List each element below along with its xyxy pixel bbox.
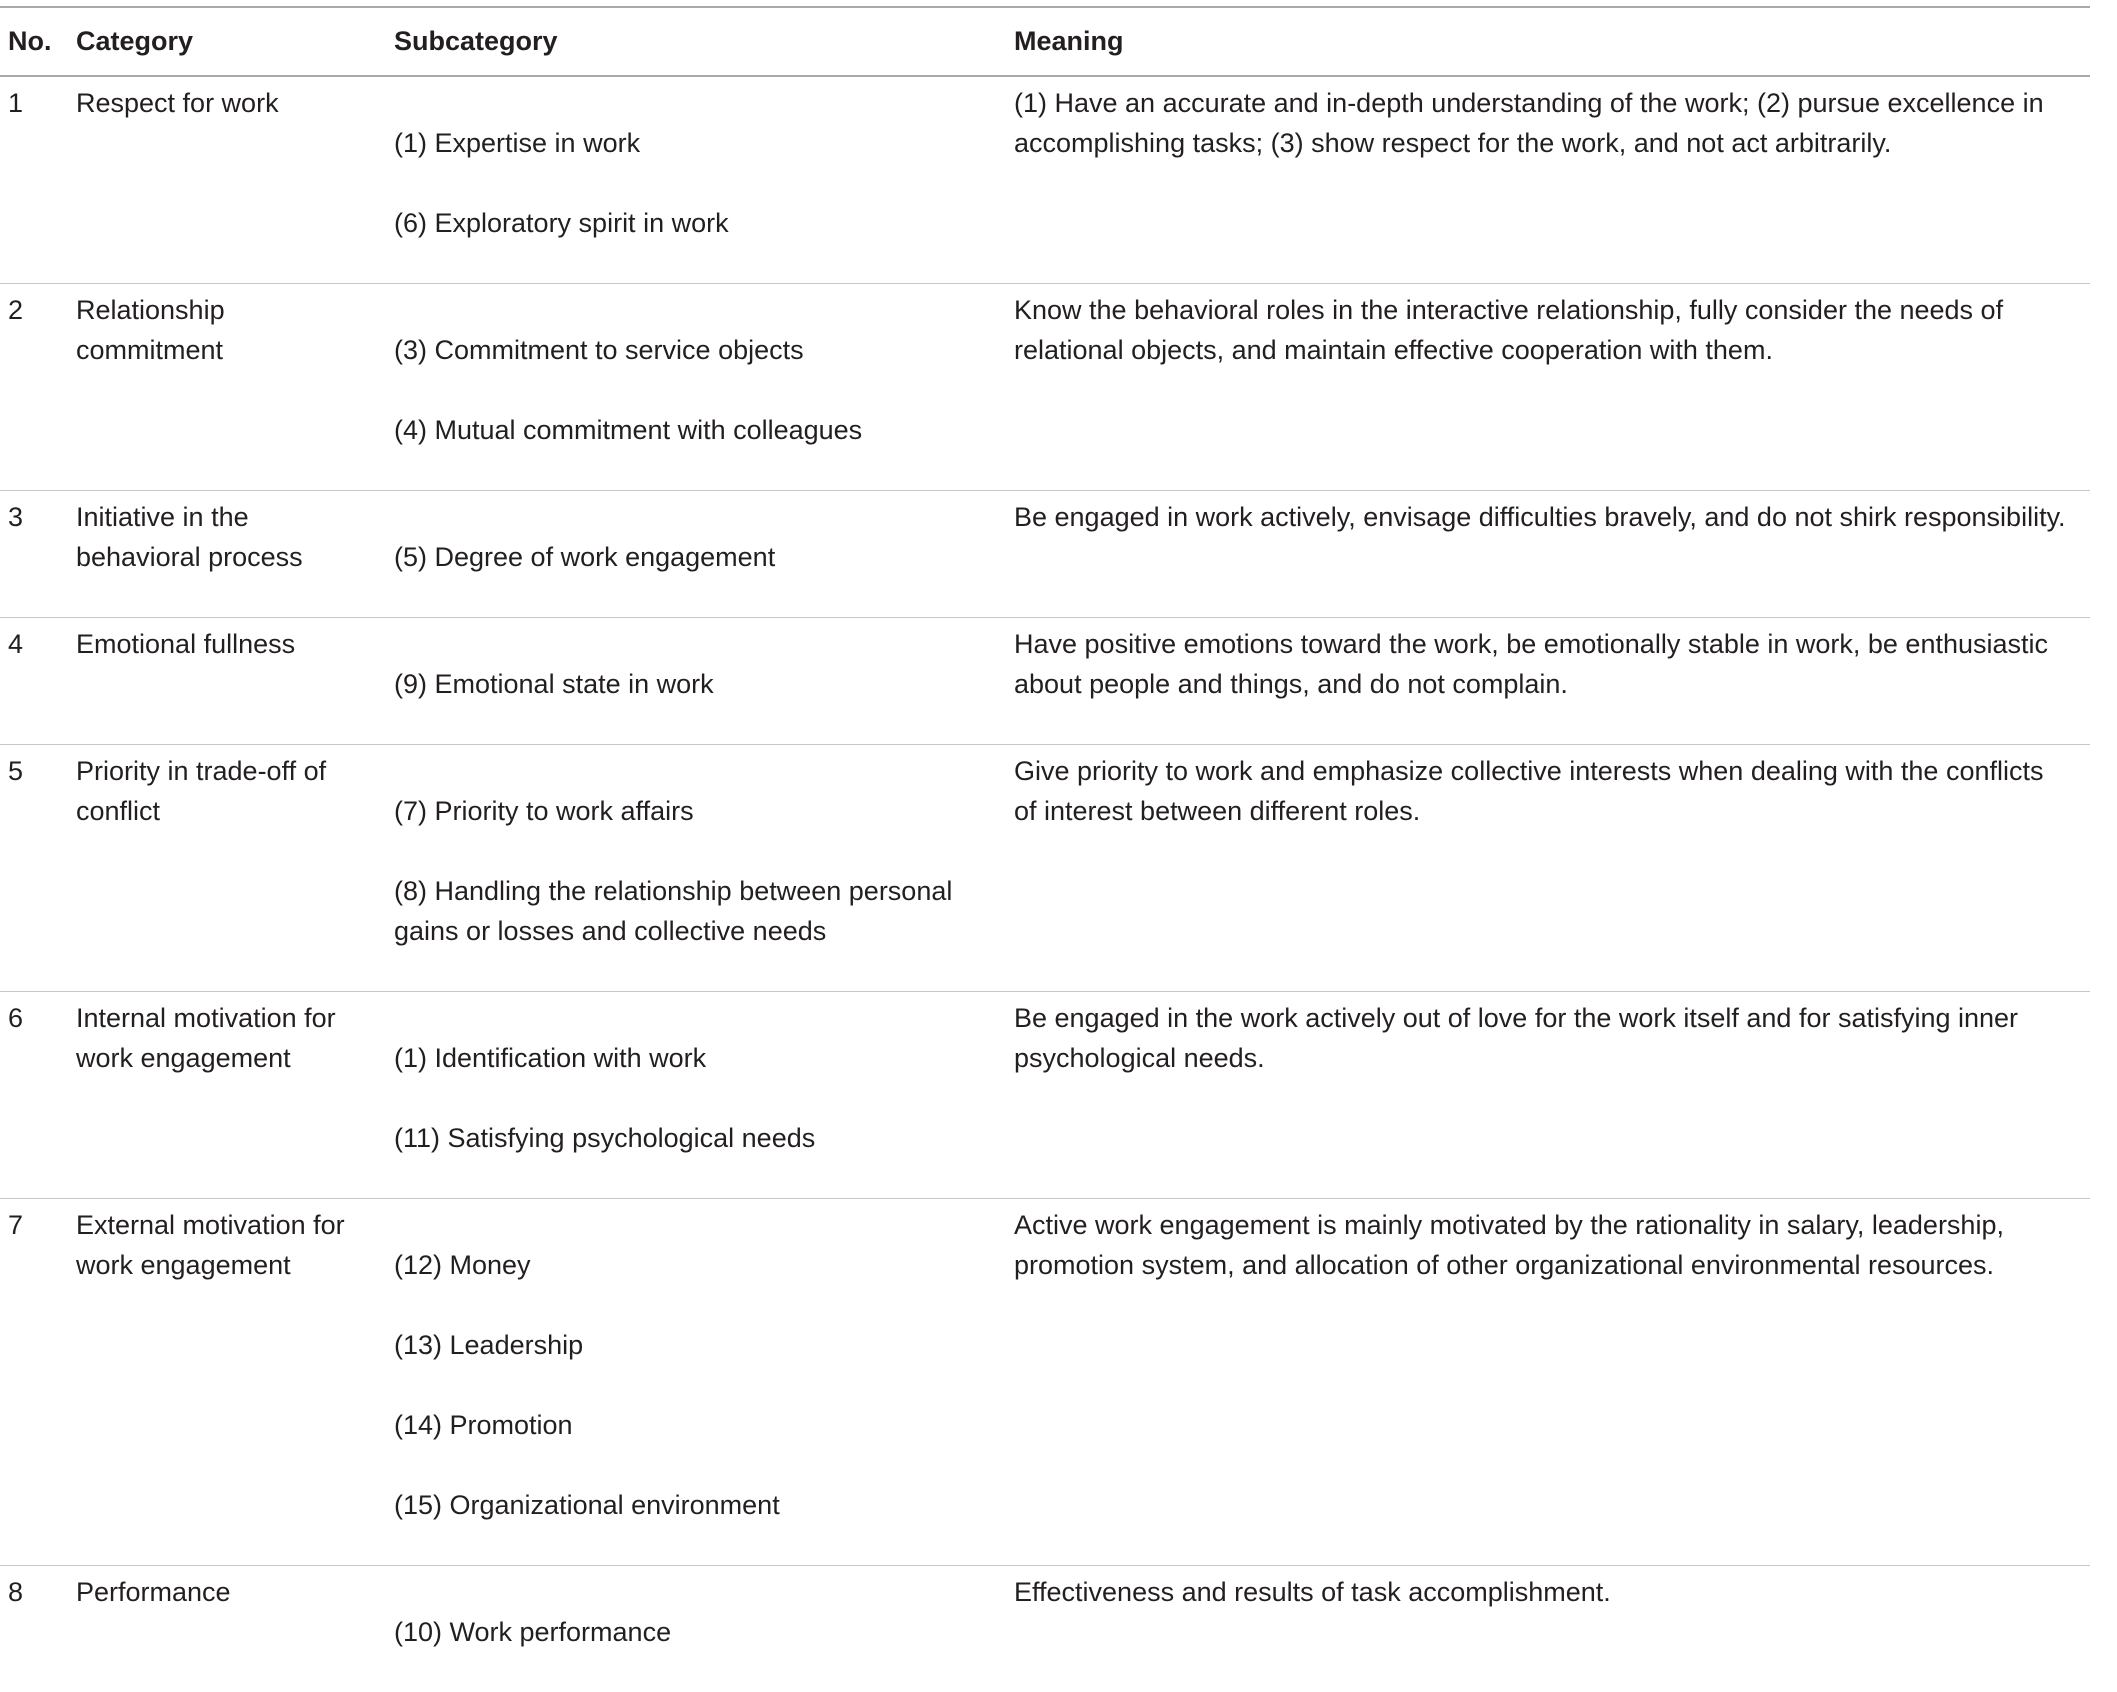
cell-meaning: Active work engagement is mainly motivated by the rationality in salary, leadership, promotion system, and allocation of other organizational environmental resources. [1006, 1199, 2090, 1566]
cell-no: 7 [0, 1199, 68, 1566]
cell-category: Priority in trade-off of conflict [68, 745, 386, 992]
cell-category: Internal motivation for work engagement [68, 992, 386, 1199]
subcategory-item: (4) Mutual commitment with colleagues [394, 410, 1006, 450]
table-header [0, 7, 2090, 76]
cell-no: 5 [0, 745, 68, 992]
cell-category: External motivation for work engagement [68, 1199, 386, 1566]
subcategory-item: (11) Satisfying psychological needs [394, 1118, 1006, 1158]
subcategory-item: (9) Emotional state in work [394, 664, 1006, 704]
cell-category: Performance [68, 1566, 386, 1692]
cell-subcategory [386, 284, 1006, 491]
cell-no: 1 [0, 76, 68, 284]
subcategory-item: (3) Commitment to service objects [394, 330, 1006, 370]
table-row [0, 1199, 2090, 1566]
table-body [0, 76, 2090, 1692]
cell-subcategory [386, 618, 1006, 745]
cell-no: 2 [0, 284, 68, 491]
subcategory-item: (14) Promotion [394, 1405, 1006, 1445]
table-row [0, 618, 2090, 745]
cell-meaning: Have positive emotions toward the work, be emotionally stable in work, be enthusiastic about people and things, and do not complain. [1006, 618, 2090, 745]
table-row [0, 284, 2090, 491]
subcategory-item: (1) Expertise in work [394, 123, 1006, 163]
subcategory-item: (1) Identification with work [394, 1038, 1006, 1078]
cell-subcategory [386, 491, 1006, 618]
cell-meaning: Be engaged in the work actively out of love for the work itself and for satisfying inner psychological needs. [1006, 992, 2090, 1199]
table-row [0, 745, 2090, 992]
subcategory-item: (10) Work performance [394, 1612, 1006, 1652]
cell-meaning: Be engaged in work actively, envisage difficulties bravely, and do not shirk responsibility. [1006, 491, 2090, 618]
table-row [0, 1566, 2090, 1692]
cell-no: 3 [0, 491, 68, 618]
table-row [0, 491, 2090, 618]
cell-no: 8 [0, 1566, 68, 1692]
subcategory-item: (15) Organizational environment [394, 1485, 1006, 1525]
cell-meaning: Give priority to work and emphasize collective interests when dealing with the conflicts of interest between different roles. [1006, 745, 2090, 992]
subcategory-item: (6) Exploratory spirit in work [394, 203, 1006, 243]
header-subcategory: Subcategory [386, 7, 1006, 76]
cell-subcategory [386, 76, 1006, 284]
cell-subcategory [386, 745, 1006, 992]
subcategory-item: (5) Degree of work engagement [394, 537, 1006, 577]
cell-subcategory [386, 992, 1006, 1199]
subcategory-item: (8) Handling the relationship between personal gains or losses and collective needs [394, 871, 1006, 951]
cell-meaning: Know the behavioral roles in the interactive relationship, fully consider the needs of relational objects, and maintain effective cooperation with them. [1006, 284, 2090, 491]
header-no: No. [0, 7, 68, 76]
subcategory-item: (13) Leadership [394, 1325, 1006, 1365]
category-table [0, 6, 2090, 1692]
subcategory-item: (7) Priority to work affairs [394, 791, 1006, 831]
cell-category: Respect for work [68, 76, 386, 284]
cell-subcategory [386, 1566, 1006, 1692]
cell-meaning: (1) Have an accurate and in-depth understanding of the work; (2) pursue excellence in accomplishing tasks; (3) show respect for the work, and not act arbitrarily. [1006, 76, 2090, 284]
cell-category: Initiative in the behavioral process [68, 491, 386, 618]
subcategory-item: (12) Money [394, 1245, 1006, 1285]
cell-no: 6 [0, 992, 68, 1199]
header-category: Category [68, 7, 386, 76]
cell-meaning: Effectiveness and results of task accomplishment. [1006, 1566, 2090, 1692]
cell-subcategory [386, 1199, 1006, 1566]
cell-no: 4 [0, 618, 68, 745]
table-row [0, 992, 2090, 1199]
table-row [0, 76, 2090, 284]
cell-category: Relationship commitment [68, 284, 386, 491]
header-row [0, 7, 2090, 76]
header-meaning: Meaning [1006, 7, 2090, 76]
cell-category: Emotional fullness [68, 618, 386, 745]
